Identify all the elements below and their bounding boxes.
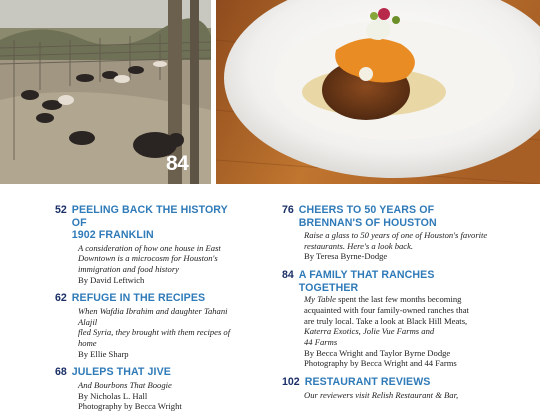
toc-title: RESTAURANT REVIEWS bbox=[304, 376, 431, 389]
toc-page-number: 84 bbox=[282, 269, 294, 282]
toc-description: Our reviewers visit Relish Restaurant & Bar, bbox=[304, 389, 459, 400]
toc-title-line: PEELING BACK THE HISTORY OF bbox=[71, 204, 228, 229]
toc-description-line: spent the last few months becoming bbox=[335, 294, 462, 305]
toc-column-left bbox=[55, 204, 245, 419]
toc-entry[interactable] bbox=[55, 366, 245, 412]
toc-title: JULEPS THAT JIVE bbox=[71, 366, 171, 379]
toc-title bbox=[72, 204, 245, 242]
toc-description bbox=[282, 294, 492, 348]
toc-description-line: fled Syria, they brought with them recipes of home bbox=[78, 327, 231, 348]
magazine-name: My Table bbox=[304, 294, 336, 305]
toc-entry-heading bbox=[282, 204, 492, 229]
toc-byline: By Becca Wright and Taylor Byrne Dodge bbox=[304, 347, 451, 358]
toc-title-line: 1902 FRANKLIN bbox=[71, 229, 154, 241]
toc-page-number: 68 bbox=[55, 366, 67, 379]
toc-photo-credit: Photography by Becca Wright bbox=[78, 401, 182, 412]
toc-entry-heading bbox=[282, 376, 492, 389]
toc-entry-heading bbox=[282, 269, 492, 294]
toc-page-number: 62 bbox=[55, 292, 67, 305]
toc-byline: By David Leftwich bbox=[78, 274, 145, 285]
toc-description-line: immigration and food history bbox=[78, 263, 179, 274]
toc-byline: By Ellie Sharp bbox=[78, 348, 129, 359]
toc-entry[interactable] bbox=[55, 292, 245, 359]
toc-description-line: are truly local. Take a look at Black Hill Meats, bbox=[304, 315, 468, 326]
toc-title: A FAMILY THAT RANCHES TOGETHER bbox=[298, 269, 435, 294]
toc-column-right bbox=[282, 204, 492, 407]
toc-entry-heading bbox=[55, 366, 245, 379]
toc-description-line: A consideration of how one house in East bbox=[78, 242, 221, 253]
toc-title-line: BRENNAN'S OF HOUSTON bbox=[298, 216, 437, 229]
toc-description bbox=[55, 243, 245, 275]
toc-description-line: 44 Farms bbox=[304, 336, 338, 347]
toc-description bbox=[55, 306, 245, 349]
toc-entry-heading bbox=[55, 292, 245, 305]
toc-title bbox=[299, 204, 437, 229]
toc-entry-heading bbox=[55, 204, 245, 242]
toc-page-number: 102 bbox=[282, 376, 300, 389]
toc-description-line: restaurants. Here's a look back. bbox=[304, 240, 414, 251]
toc-description-line: And Bourbons That Boogie bbox=[78, 379, 172, 390]
toc-description-line: acquainted with four family-owned ranches that bbox=[304, 304, 469, 315]
photo-plated-dish bbox=[216, 0, 540, 184]
toc-photo-credit: Photography by Becca Wright and 44 Farms bbox=[304, 358, 457, 369]
photo-page-badge: 84 bbox=[166, 152, 189, 175]
toc-description-line: Katerra Exotics, Jolie Vue Farms and bbox=[304, 326, 435, 337]
toc-entry[interactable] bbox=[282, 269, 492, 369]
toc-page-number: 76 bbox=[282, 204, 294, 216]
toc-page-number: 52 bbox=[55, 204, 67, 216]
toc-entry[interactable] bbox=[282, 376, 492, 400]
toc-entry[interactable] bbox=[55, 204, 245, 285]
toc-description-line: Downtown is a microcosm for Houston's bbox=[78, 253, 218, 264]
toc-description bbox=[282, 230, 492, 251]
toc-entry[interactable] bbox=[282, 204, 492, 262]
toc-byline: By Nicholas L. Hall bbox=[78, 390, 148, 401]
toc-description bbox=[55, 380, 245, 391]
toc-description-line: Raise a glass to 50 years of one of Houston's favorite bbox=[304, 230, 488, 240]
toc-title-line: CHEERS TO 50 YEARS OF bbox=[298, 204, 435, 216]
toc-title: REFUGE IN THE RECIPES bbox=[71, 292, 206, 305]
toc-description-line: When Wafdia Ibrahim and daughter Tahani Alajil bbox=[78, 305, 228, 327]
toc-byline: By Teresa Byrne-Dodge bbox=[304, 251, 388, 262]
